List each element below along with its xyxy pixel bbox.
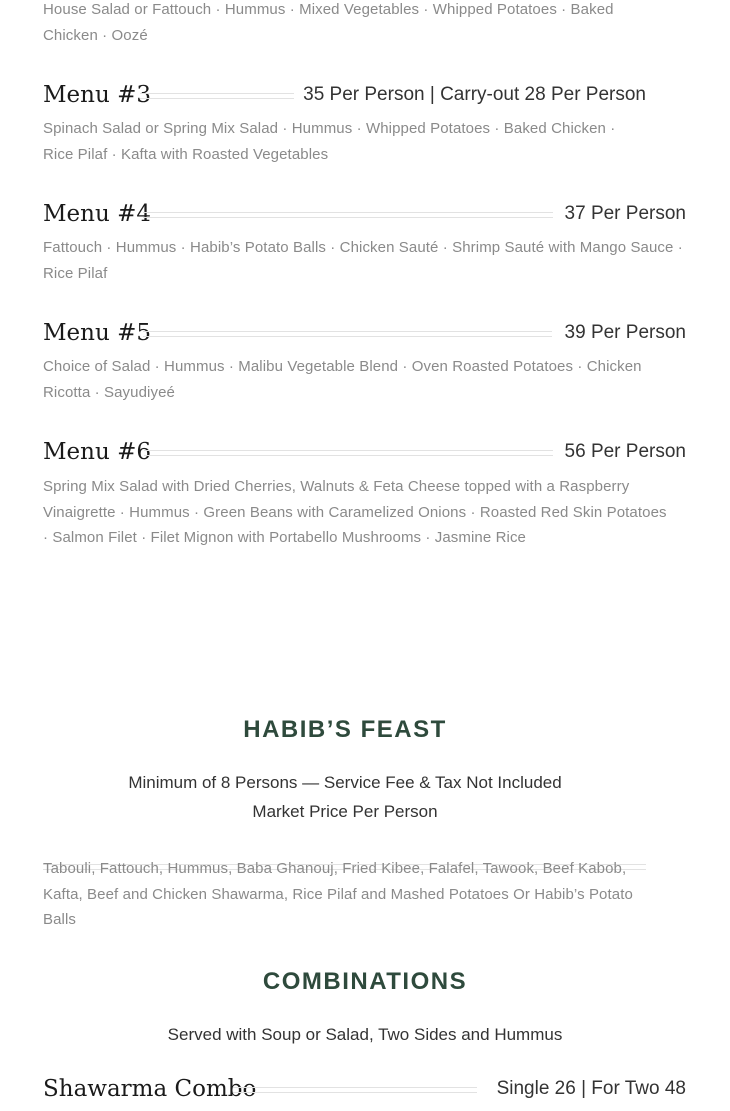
shawarma-combo-name: Shawarma Combo (43, 1076, 257, 1102)
menu-4-items: Fattouch · Hummus · Habib’s Potato Balls · Chicken Sauté · Shrimp Sauté with Mango Sauce · Rice Pilaf (43, 239, 683, 282)
menu-3-items: Spinach Salad or Spring Mix Salad · Hummus · Whipped Potatoes · Baked Chicken · Rice Pilaf · Kafta with Roasted Vegetables (43, 120, 616, 163)
menu-5-items: Choice of Salad · Hummus · Malibu Vegetable Blend · Oven Roasted Potatoes · Chicken Ricotta · Sayudiyeé (43, 358, 642, 401)
menu-6-name: Menu #6 (43, 439, 152, 465)
feast-subtitle-2: Market Price Per Person (252, 802, 438, 821)
shawarma-combo-price: Single 26 | For Two 48 (496, 1078, 686, 1099)
shawarma-combo-row (43, 1074, 686, 1104)
leader-line (143, 331, 552, 337)
menu-5-row (43, 318, 686, 348)
leader-line (233, 1087, 477, 1093)
feast-title: HABIB’S FEAST (243, 716, 447, 743)
menu-5-name: Menu #5 (43, 320, 152, 346)
menu-6-items: Spring Mix Salad with Dried Cherries, Walnuts & Feta Cheese topped with a Raspberry Vinaigrette · Hummus · Green Beans with Caramelized Onions · Roasted Red Skin Potatoes · Salmon Filet · Filet Mignon with Portabello Mushrooms · Jasmine Rice (43, 478, 667, 546)
menu-5-price: 39 Per Person (564, 322, 686, 343)
menu-6-row (43, 437, 686, 467)
feast-subtitle-1: Minimum of 8 Persons — Service Fee & Tax Not Included (128, 773, 562, 792)
menu-2-items: House Salad or Fattouch · Hummus · Mixed Vegetables · Whipped Potatoes · Baked Chicken · Oozé (43, 1, 614, 44)
menu-4-row (43, 199, 686, 229)
menu-4-price: 37 Per Person (564, 203, 686, 224)
leader-line (144, 450, 553, 456)
menu-4-name: Menu #4 (43, 201, 152, 227)
feast-items: Tabouli, Fattouch, Hummus, Baba Ghanouj, Fried Kibee, Falafel, Tawook, Beef Kabob, Kafta, Beef and Chicken Shawarma, Rice Pilaf and Mashed Potatoes Or Habib’s Potato Balls (43, 860, 633, 928)
menu-3-name: Menu #3 (43, 82, 152, 108)
menu-3-row (43, 80, 686, 110)
combinations-subtitle: Served with Soup or Salad, Two Sides and Hummus (167, 1025, 563, 1044)
leader-line (143, 212, 553, 218)
combinations-title: COMBINATIONS (262, 968, 468, 995)
leader-line (140, 93, 294, 99)
menu-6-price: 56 Per Person (564, 441, 686, 462)
menu-3-price: 35 Per Person | Carry-out 28 Per Person (303, 84, 646, 105)
